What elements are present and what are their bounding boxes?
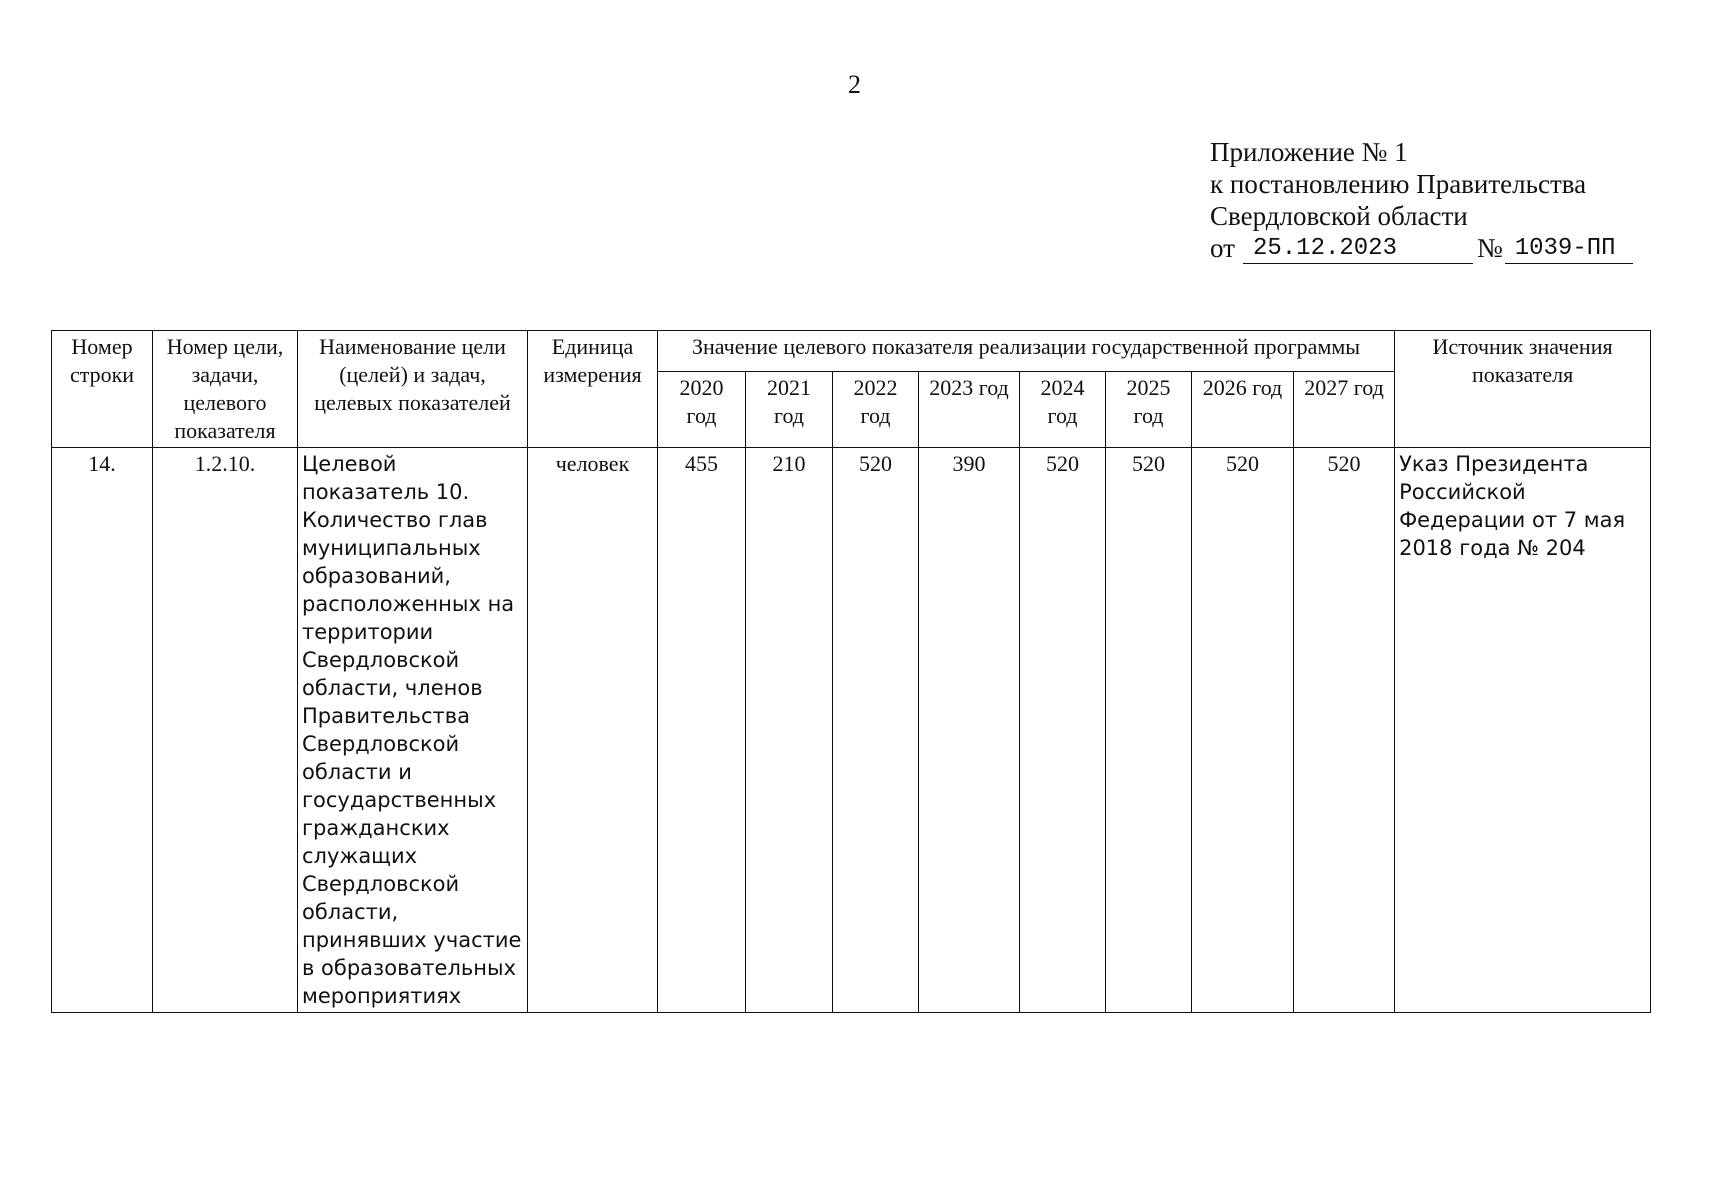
resolution-date: 25.12.2023 xyxy=(1243,235,1473,264)
header-year: 2020 год xyxy=(658,372,746,448)
cell-source: Указ Президента Российской Федерации от 7 мая 2018 года № 204 xyxy=(1395,448,1651,1013)
cell-value: 520 xyxy=(1294,448,1395,1013)
cell-row-number: 14. xyxy=(52,448,153,1013)
header-year: 2026 год xyxy=(1192,372,1294,448)
cell-value: 520 xyxy=(1020,448,1106,1013)
header-values-group: Значение целевого показателя реализации государственной программы xyxy=(658,331,1395,372)
header-year: 2021 год xyxy=(746,372,833,448)
header-year: 2025 год xyxy=(1106,372,1192,448)
header-year: 2023 год xyxy=(919,372,1020,448)
header-year: 2022 год xyxy=(833,372,919,448)
cell-value: 390 xyxy=(919,448,1020,1013)
header-name: Наименование цели (целей) и задач, целевых показателей xyxy=(298,331,528,448)
cell-goal-number: 1.2.10. xyxy=(153,448,298,1013)
cell-value: 210 xyxy=(746,448,833,1013)
indicators-table xyxy=(51,330,1651,1013)
number-label: № xyxy=(1476,233,1503,263)
from-label: от xyxy=(1210,233,1235,263)
header-year: 2027 год xyxy=(1294,372,1395,448)
appendix-region: Свердловской области xyxy=(1210,201,1468,231)
appendix-resolution: к постановлению Правительства xyxy=(1210,169,1587,199)
table-header-row xyxy=(52,331,1651,372)
page-number: 2 xyxy=(848,70,861,99)
cell-value: 455 xyxy=(658,448,746,1013)
cell-value: 520 xyxy=(1192,448,1294,1013)
header-row-number: Номер строки xyxy=(52,331,153,448)
appendix-block xyxy=(1210,136,1650,264)
appendix-signature-line xyxy=(1210,232,1650,264)
cell-unit: человек xyxy=(528,448,658,1013)
resolution-number: 1039-ПП xyxy=(1505,235,1633,264)
cell-value: 520 xyxy=(1106,448,1192,1013)
header-year: 2024 год xyxy=(1020,372,1106,448)
cell-indicator-name: Целевой показатель 10. Количество глав муниципальных образований, расположенных на территории Свердловской области, членов Правительства Свердловской области и государственных гражданских служащих Свердловской области, принявших участие в образовательных мероприятиях xyxy=(298,448,528,1013)
table-row xyxy=(52,448,1651,1013)
cell-value: 520 xyxy=(833,448,919,1013)
header-unit: Единица измерения xyxy=(528,331,658,448)
header-source: Источник значения показателя xyxy=(1395,331,1651,448)
header-goal-number: Номер цели, задачи, целевого показателя xyxy=(153,331,298,448)
appendix-title: Приложение № 1 xyxy=(1210,137,1408,167)
